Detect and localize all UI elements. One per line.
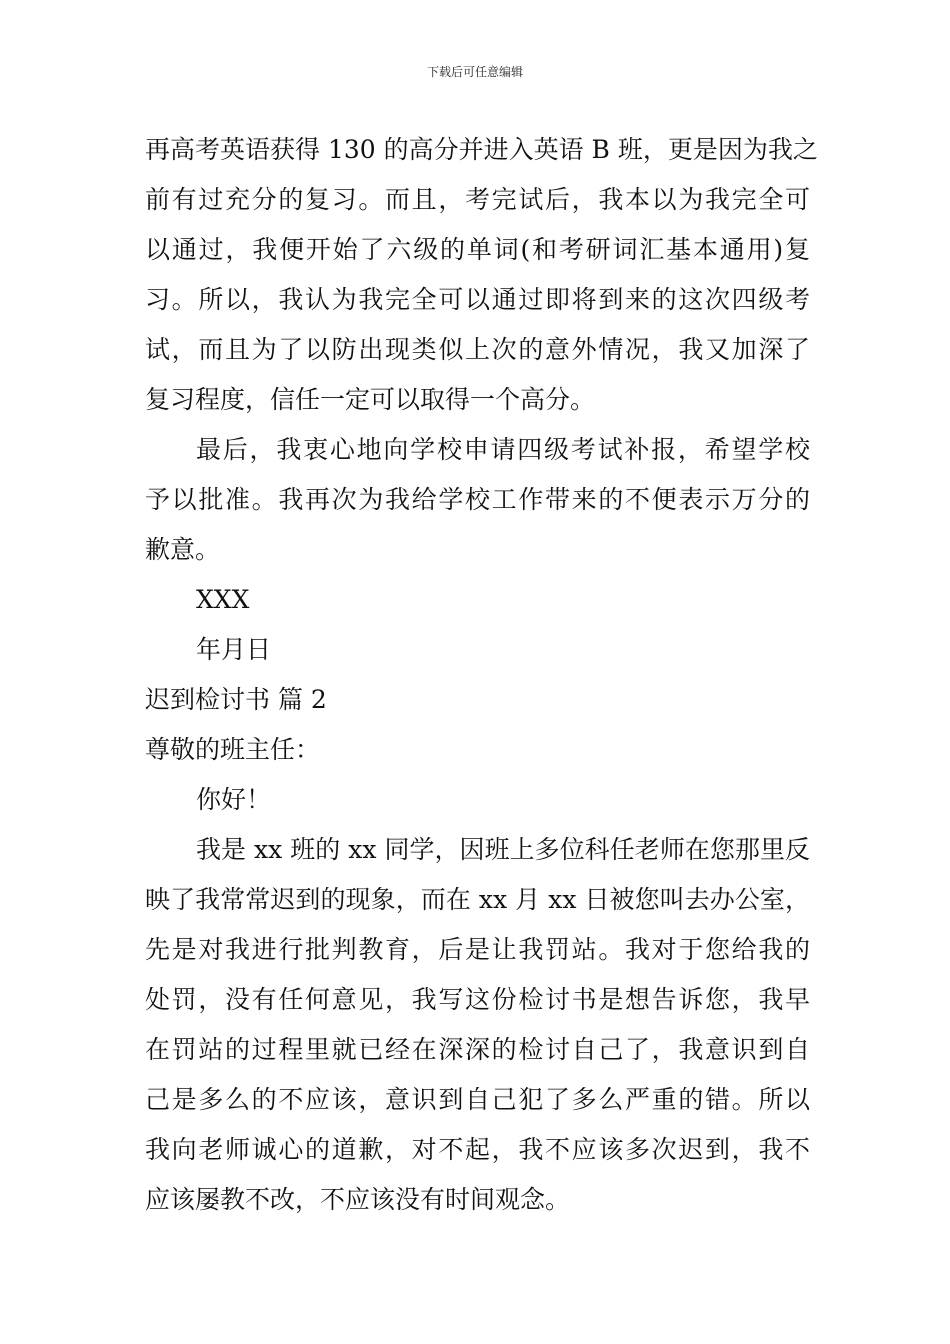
section-title: 迟到检讨书 篇 2 <box>145 685 327 714</box>
text-line: 歉意。 <box>145 535 221 564</box>
text-line: 以通过，我便开始了六级的单词(和考研词汇基本通用)复 <box>145 235 810 264</box>
text-line: 前有过充分的复习。而且，考完试后，我本以为我完全可 <box>145 185 810 214</box>
text-line: 我向老师诚心的道歉，对不起，我不应该多次迟到，我不 <box>145 1135 810 1164</box>
text-line: 应该屡教不改，不应该没有时间观念。 <box>145 1185 571 1214</box>
date-line: 年月日 <box>196 635 272 664</box>
salutation: 尊敬的班主任： <box>145 735 321 764</box>
text-line: 处罚，没有任何意见，我写这份检讨书是想告诉您，我早 <box>145 985 810 1014</box>
text-line: 予以批准。我再次为我给学校工作带来的不便表示万分的 <box>145 485 810 514</box>
document-body <box>145 125 818 1225</box>
signature: XXX <box>196 585 250 614</box>
page-header: 下载后可任意编辑 <box>426 65 523 79</box>
text-line: 映了我常常迟到的现象，而在 xx 月 xx 日被您叫去办公室， <box>145 885 810 914</box>
text-line: 习。所以，我认为我完全可以通过即将到来的这次四级考 <box>145 285 810 314</box>
text-line: 先是对我进行批判教育，后是让我罚站。我对于您给我的 <box>145 935 810 964</box>
text-line: 在罚站的过程里就已经在深深的检讨自己了，我意识到自 <box>145 1035 810 1064</box>
text-line: 试，而且为了以防出现类似上次的意外情况，我又加深了 <box>145 335 810 364</box>
text-line: 我是 xx 班的 xx 同学，因班上多位科任老师在您那里反 <box>196 835 810 864</box>
text-line: 再高考英语获得 130 的高分并进入英语 B 班，更是因为我之 <box>145 135 818 164</box>
text-line: 复习程度，信任一定可以取得一个高分。 <box>145 385 596 414</box>
greeting: 你好！ <box>196 785 272 814</box>
text-line: 己是多么的不应该，意识到自己犯了多么严重的错。所以 <box>145 1085 810 1114</box>
text-line: 最后，我衷心地向学校申请四级考试补报，希望学校 <box>196 435 810 464</box>
